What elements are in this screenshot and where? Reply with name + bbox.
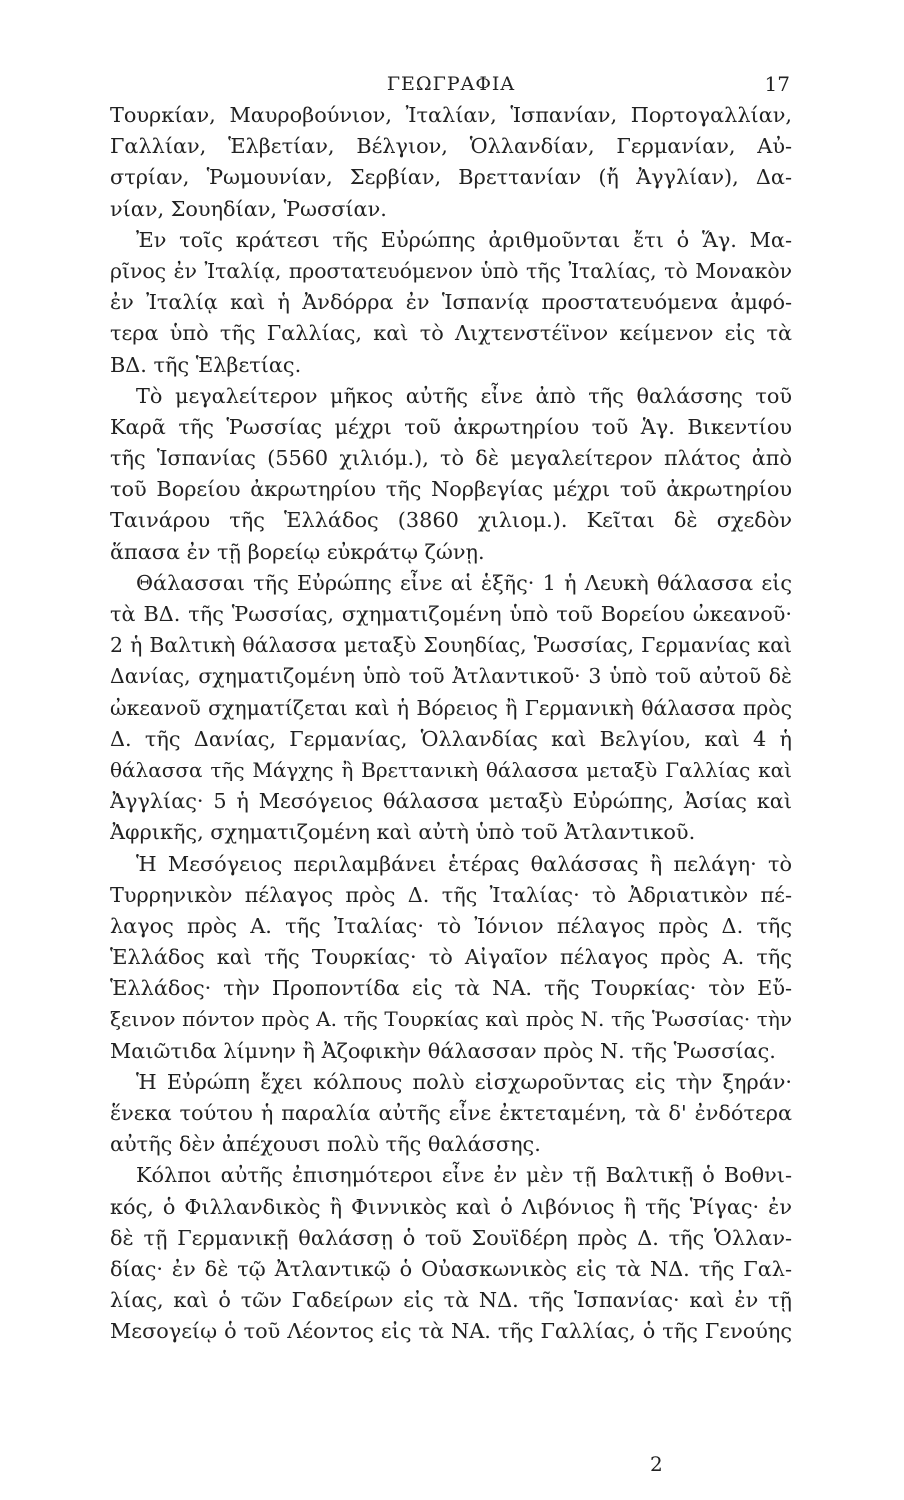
text-line: Ἡ Εὐρώπη ἔχει κόλπους πολὺ εἰσχωροῦντας εἰς τὴν ξηράν· (136, 1069, 792, 1094)
text-line: Τυρρηνικὸν πέλαγος πρὸς Δ. τῆς Ἰταλίας· τὸ Ἀδριατικὸν πέ- (110, 882, 792, 907)
text-line: Θάλασσαι τῆς Εὐρώπης εἶνε αἱ ἑξῆς· 1 ἡ Λευκὴ θάλασσα εἰς (136, 570, 792, 595)
text-line: δὲ τῇ Γερμανικῇ θαλάσσῃ ὁ τοῦ Σουϊδέρη πρὸς Δ. τῆς Ὁλλαν- (110, 1225, 792, 1250)
text-line: δίας· ἐν δὲ τῷ Ἀτλαντικῷ ὁ Οὐασκωνικὸς εἰς τὰ ΝΔ. τῆς Γαλ- (110, 1256, 792, 1281)
text-line: ἅπασα ἐν τῇ βορείῳ εὐκράτῳ ζώνῃ. (110, 539, 485, 564)
text-line: κός, ὁ Φιλλανδικὸς ἢ Φιννικὸς καὶ ὁ Λιβόνιος ἢ τῆς Ῥίγας· ἐν (110, 1194, 792, 1219)
page-number: 17 (764, 72, 790, 96)
text-line: Καρᾶ τῆς Ῥωσσίας μέχρι τοῦ ἀκρωτηρίου τοῦ Ἁγ. Βικεντίου (110, 414, 792, 439)
text-line: Ἀγγλίας· 5 ἡ Μεσόγειος θάλασσα μεταξὺ Εὐρώπης, Ἀσίας καὶ (110, 789, 792, 814)
text-line: Μαιῶτιδα λίμνην ἢ Ἀζοφικὴν θάλασσαν πρὸς Ν. τῆς Ῥωσσίας. (110, 1038, 776, 1063)
text-line: Ἐν τοῖς κράτεσι τῆς Εὐρώπης ἀριθμοῦνται ἔτι ὁ Ἅγ. Μα- (136, 227, 792, 252)
text-line: ρῖνος ἐν Ἰταλίᾳ, προστατευόμενον ὑπὸ τῆς Ἰταλίας, τὸ Μονακὸν (110, 258, 792, 283)
text-line: ὠκεανοῦ σχηματίζεται καὶ ἡ Βόρειος ἢ Γερμανικὴ θάλασσα πρὸς (110, 695, 792, 720)
text-line: νίαν, Σουηδίαν, Ῥωσσίαν. (110, 196, 387, 221)
text-line: Ἀφρικῆς, σχηματιζομένη καὶ αὐτὴ ὑπὸ τοῦ Ἀτλαντικοῦ. (110, 820, 696, 845)
text-line: Ἑλλάδος· τὴν Προποντίδα εἰς τὰ ΝΑ. τῆς Τουρκίας· τὸν Εὔ- (110, 976, 792, 1001)
text-line: αὐτῆς δὲν ἀπέχουσι πολὺ τῆς θαλάσσης. (110, 1132, 541, 1157)
text-line: τερα ὑπὸ τῆς Γαλλίας, καὶ τὸ Λιχτενστέϊνον κείμενον εἰς τὰ (110, 321, 792, 346)
text-line: Ἡ Μεσόγειος περιλαμβάνει ἑτέρας θαλάσσας ἢ πελάγη· τὸ (136, 851, 792, 876)
text-line: Τουρκίαν, Μαυροβούνιον, Ἰταλίαν, Ἱσπανίαν, Πορτογαλλίαν, (110, 103, 792, 127)
signature-mark: 2 (650, 1452, 663, 1476)
text-line: Ταινάρου τῆς Ἑλλάδος (3860 χιλιομ.). Κεῖται δὲ σχεδὸν (110, 508, 792, 533)
text-line: Δανίας, σχηματιζομένη ὑπὸ τοῦ Ἀτλαντικοῦ· 3 ὑπὸ τοῦ αὐτοῦ δὲ (110, 664, 792, 689)
text-line: τοῦ Βορείου ἀκρωτηρίου τῆς Νορβεγίας μέχρι τοῦ ἀκρωτηρίου (110, 477, 792, 502)
text-line: τὰ ΒΔ. τῆς Ῥωσσίας, σχηματιζομένη ὑπὸ τοῦ Βορείου ὠκεανοῦ· (110, 602, 792, 626)
text-line: Δ. τῆς Δανίας, Γερμανίας, Ὁλλανδίας καὶ Βελγίου, καὶ 4 ἡ (110, 726, 792, 751)
text-line: ΒΔ. τῆς Ἑλβετίας. (110, 352, 302, 377)
text-line: ἐν Ἰταλίᾳ καὶ ἡ Ἀνδόρρα ἐν Ἱσπανίᾳ προστατευόμενα ἀμφό- (110, 290, 792, 315)
text-line: στρίαν, Ῥωμουνίαν, Σερβίαν, Βρεττανίαν (ἤ Ἀγγλίαν), Δα- (110, 165, 792, 190)
text-line: λίας, καὶ ὁ τῶν Γαδείρων εἰς τὰ ΝΔ. τῆς Ἱσπανίας· καὶ ἐν τῇ (110, 1288, 792, 1313)
running-title: ΓΕΩΓΡΑΦΙΑ (386, 73, 516, 95)
text-line: Μεσογείῳ ὁ τοῦ Λέοντος εἰς τὰ ΝΑ. τῆς Γαλλίας, ὁ τῆς Γενούης (110, 1319, 792, 1344)
body-text (110, 100, 792, 1348)
text-line: Τὸ μεγαλείτερον μῆκος αὐτῆς εἶνε ἀπὸ τῆς θαλάσσης τοῦ (136, 383, 792, 408)
text-line: Ἑλλάδος καὶ τῆς Τουρκίας· τὸ Αἰγαῖον πέλαγος πρὸς Α. τῆς (110, 945, 792, 970)
text-line: Γαλλίαν, Ἑλβετίαν, Βέλγιον, Ὁλλανδίαν, Γερμανίαν, Αὐ- (110, 134, 792, 159)
text-line: ξεινον πόντον πρὸς Α. τῆς Τουρκίας καὶ πρὸς Ν. τῆς Ῥωσσίας· τὴν (110, 1007, 792, 1032)
text-line: Κόλποι αὐτῆς ἐπισημότεροι εἶνε ἐν μὲν τῇ Βαλτικῇ ὁ Βοθνι- (136, 1163, 792, 1188)
text-line: λαγος πρὸς Α. τῆς Ἰταλίας· τὸ Ἰόνιον πέλαγος πρὸς Δ. τῆς (110, 913, 792, 938)
text-line: θάλασσα τῆς Μάγχης ἢ Βρεττανικὴ θάλασσα μεταξὺ Γαλλίας καὶ (110, 757, 792, 782)
text-line: τῆς Ἱσπανίας (5560 χιλιόμ.), τὸ δὲ μεγαλείτερον πλάτος ἀπὸ (110, 446, 792, 471)
text-line: ἕνεκα τούτου ἡ παραλία αὐτῆς εἶνε ἐκτεταμένη, τὰ δ' ἐνδότερα (110, 1101, 792, 1125)
text-line: 2 ἡ Βαλτικὴ θάλασσα μεταξὺ Σουηδίας, Ῥωσσίας, Γερμανίας καὶ (110, 633, 792, 658)
page-header (110, 70, 792, 98)
